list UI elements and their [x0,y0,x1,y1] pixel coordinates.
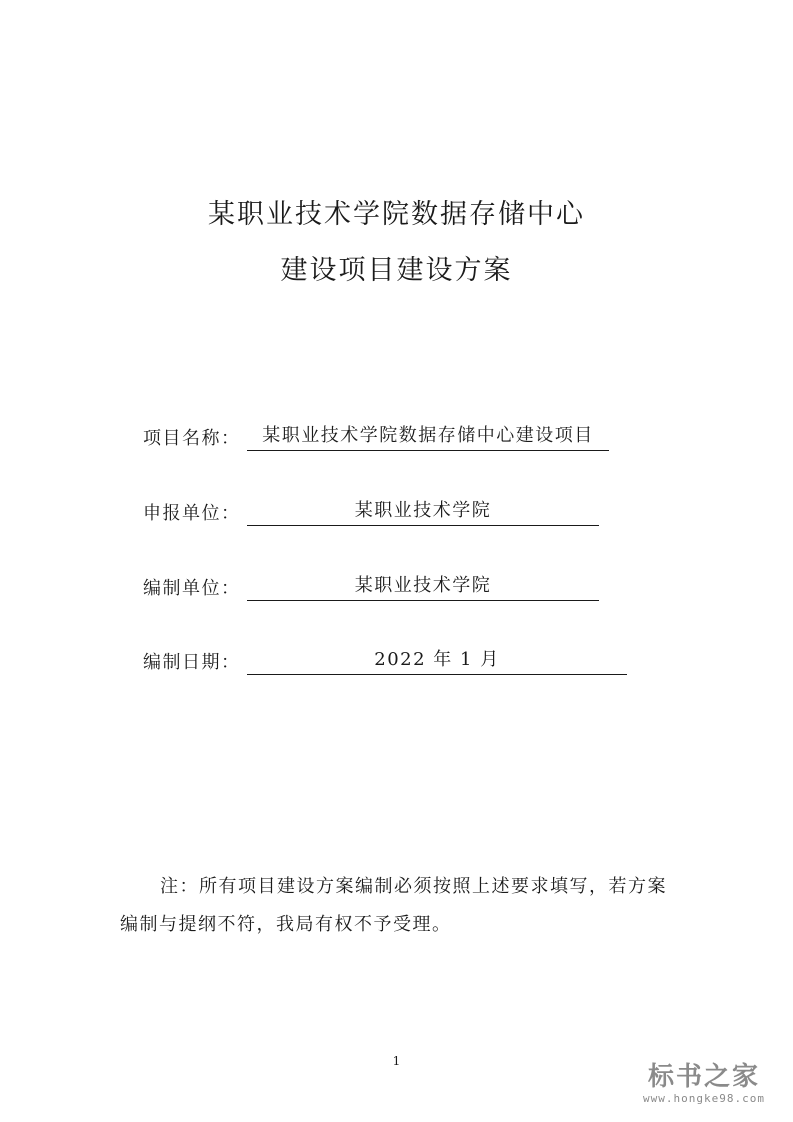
compile-date-label: 编制日期： [143,652,241,673]
watermark-text: 标书之家 [647,1062,760,1092]
project-name-label: 项目名称： [143,428,241,449]
page-number: 1 [392,1054,401,1068]
compiler-unit-label: 编制单位： [143,578,241,599]
watermark-logo [629,1062,779,1112]
note-line-1: 注：所有项目建设方案编制必须按照上述要求填写，若方案 [160,876,667,897]
document-title-line-1: 某职业技术学院数据存储中心 [208,199,585,230]
project-name-value: 某职业技术学院数据存储中心建设项目 [247,424,609,451]
document-title-line-2: 建设项目建设方案 [280,255,513,286]
compiler-unit-value: 某职业技术学院 [247,574,599,601]
applicant-unit-label: 申报单位： [143,503,241,524]
note-line-2: 编制与提纲不符，我局有权不予受理。 [120,914,452,935]
watermark-url: www.hongke98.com [643,1092,765,1105]
applicant-unit-value: 某职业技术学院 [247,499,599,526]
compile-date-value: 2022 年 1 月 [247,648,627,675]
